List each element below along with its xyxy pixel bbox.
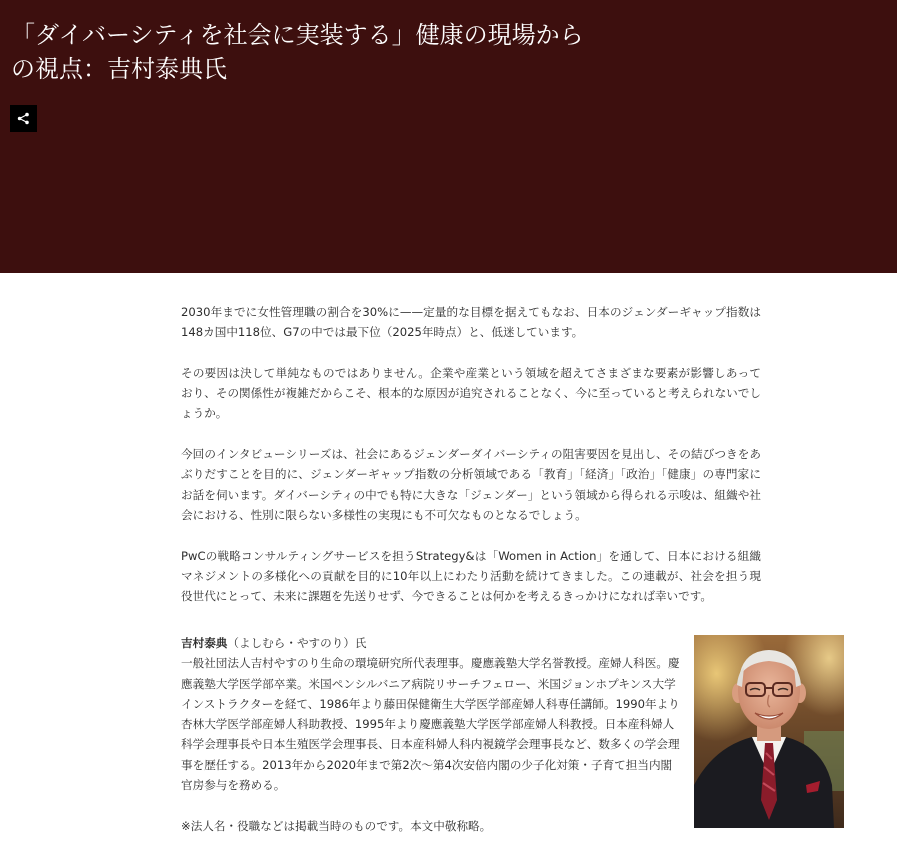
page-title [11, 18, 711, 86]
article-body [181, 302, 761, 627]
share-button[interactable] [10, 105, 37, 132]
profile-name: 吉村泰典 [181, 636, 228, 650]
article-paragraph: PwCの戦略コンサルティングサービスを担うStrategy&は「Women in Action」を通して、日本における組織マネジメントの多様化への貢献を目的に10年以上にわたり活動を続けてきました。この連載が、社会を担う現役世代にとって、未来に課題を先送りせず、今できることは何かを考えるきっかけになれば幸いです。 [181, 548, 761, 604]
page-title-line-1: 「ダイバーシティを社会に実装する」健康の現場から [11, 21, 584, 49]
profile-note: ※法人名・役職などは掲載当時のものです。本文中敬称略。 [181, 818, 492, 833]
profile-section [181, 633, 681, 836]
profile-description: 一般社団法人吉村やすのり生命の環境研究所代表理事。慶應義塾大学名誉教授。産婦人科医。慶應義塾大学医学部卒業。米国ペンシルバニア病院リサーチフェロー、米国ジョンホプキンス大学インストラクターを経て、1986年より藤田保健衛生大学医学部産婦人科専任講師。1990年より杏林大学医学部産婦人科助教授、1995年より慶應義塾大学医学部産婦人科教授。日本産科婦人科学会理事長や日本生殖医学会理事長、日本産科婦人科内視鏡学会理事長など、数多くの学会理事を歴任する。2013年から2020年まで第2次～第4次安倍内閣の少子化対策・子育て担当内閣官房参与を務める。 [181, 656, 680, 793]
article-paragraph: その要因は決して単純なものではありません。企業や産業という領域を超えてさまざまな要素が影響しあっており、その関係性が複雑だからこそ、根本的な原因が追究されることなく、今に至っていると考えられないでしょうか。 [181, 365, 761, 421]
profile-name-reading: （よしむら・やすのり）氏 [227, 636, 367, 650]
article-paragraph: 今回のインタビューシリーズは、社会にあるジェンダーダイバーシティの阻害要因を見出し、その結びつきをあぶりだすことを目的に、ジェンダーギャップ指数の分析領域である「教育」「経済」「政治」「健康」の専門家にお話を伺います。ダイバーシティの中でも特に大きな「ジェンダー」という領域から得られる示唆は、組織や社会における、性別に限らない多様性の実現にも不可欠なものとなるでしょう。 [181, 447, 761, 522]
portrait-illustration [694, 635, 844, 828]
share-icon [17, 112, 30, 125]
page-title-line-2: の視点：吉村泰典氏 [11, 55, 227, 83]
profile-heading [181, 633, 681, 653]
portrait-photo [694, 635, 844, 828]
article-paragraph: 2030年までに女性管理職の割合を30%に——定量的な目標を据えてもなお、日本のジェンダーギャップ指数は148カ国中118位、G7の中では最下位（2025年時点）と、低迷しています。 [181, 305, 761, 340]
hero-banner [0, 0, 897, 273]
